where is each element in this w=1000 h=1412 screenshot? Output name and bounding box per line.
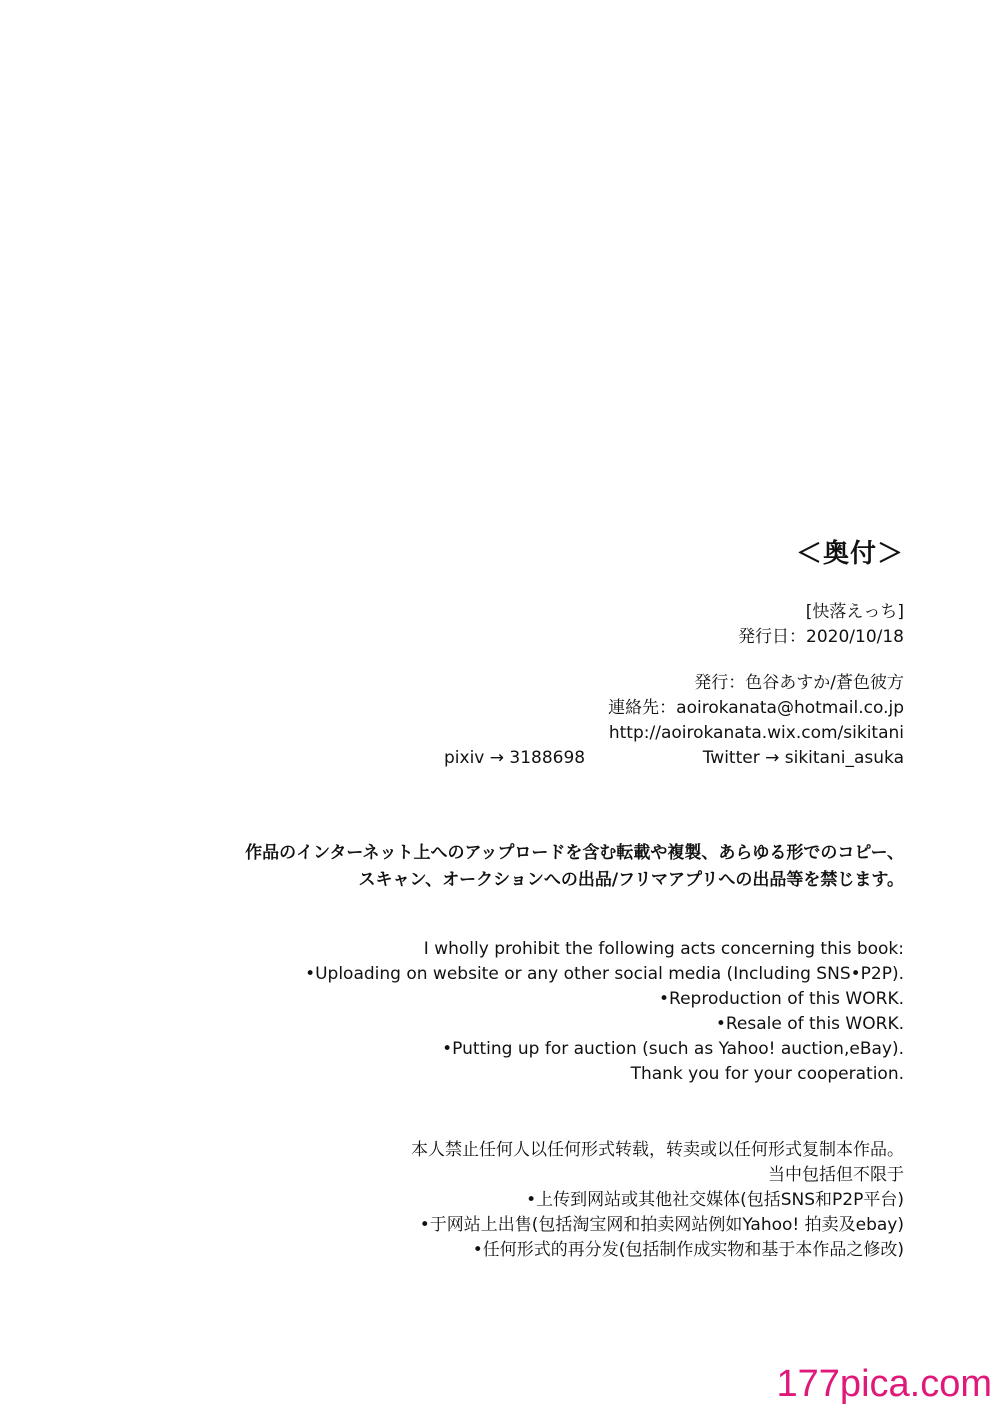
en-notice-line: •Uploading on website or any other social media (Including SNS•P2P). [305, 964, 904, 984]
japanese-notice [245, 840, 904, 894]
zh-notice-line: 当中包括但不限于 [768, 1165, 904, 1185]
publisher-info [444, 671, 904, 771]
zh-notice-line: •上传到网站或其他社交媒体(包括SNS和P2P平台) [526, 1190, 904, 1210]
colophon-title [796, 533, 904, 570]
zh-notice-line: 本人禁止任何人以任何形式转载，转卖或以任何形式复制本作品。 [411, 1140, 904, 1160]
english-notice [305, 937, 904, 1087]
publication-info [738, 600, 904, 650]
release-date: 発行日：2020/10/18 [738, 627, 904, 647]
pixiv-id: pixiv → 3188698 [444, 748, 586, 768]
jp-notice-line: スキャン、オークションへの出品/フリマアプリへの出品等を禁じます。 [358, 870, 904, 890]
watermark: 177pica.com [776, 1363, 992, 1405]
jp-notice-line: 作品のインターネット上へのアップロードを含む転載や複製、あらゆる形でのコピー、 [245, 843, 904, 863]
en-notice-line: Thank you for your cooperation. [630, 1064, 904, 1084]
chinese-notice [411, 1138, 904, 1263]
publisher-line: 発行：色谷あすか/蒼色彼方 [694, 673, 904, 693]
zh-notice-line: •任何形式的再分发(包括制作成实物和基于本作品之修改) [472, 1240, 904, 1260]
work-title: [快落えっち] [805, 602, 904, 622]
zh-notice-line: •于网站上出售(包括淘宝网和拍卖网站例如Yahoo! 拍卖及ebay) [419, 1215, 904, 1235]
twitter-handle: Twitter → sikitani_asuka [702, 748, 904, 768]
en-notice-line: •Reproduction of this WORK. [659, 989, 904, 1009]
social-links-row [444, 746, 904, 771]
colophon-heading: ＜奥付＞ [795, 539, 904, 569]
en-notice-line: •Resale of this WORK. [715, 1014, 904, 1034]
contact-line: 連絡先：aoirokanata@hotmail.co.jp [608, 698, 904, 718]
en-notice-line: I wholly prohibit the following acts concerning this book: [423, 939, 904, 959]
en-notice-line: •Putting up for auction (such as Yahoo! auction,eBay). [442, 1039, 904, 1059]
website-link: http://aoirokanata.wix.com/sikitani [608, 723, 904, 743]
